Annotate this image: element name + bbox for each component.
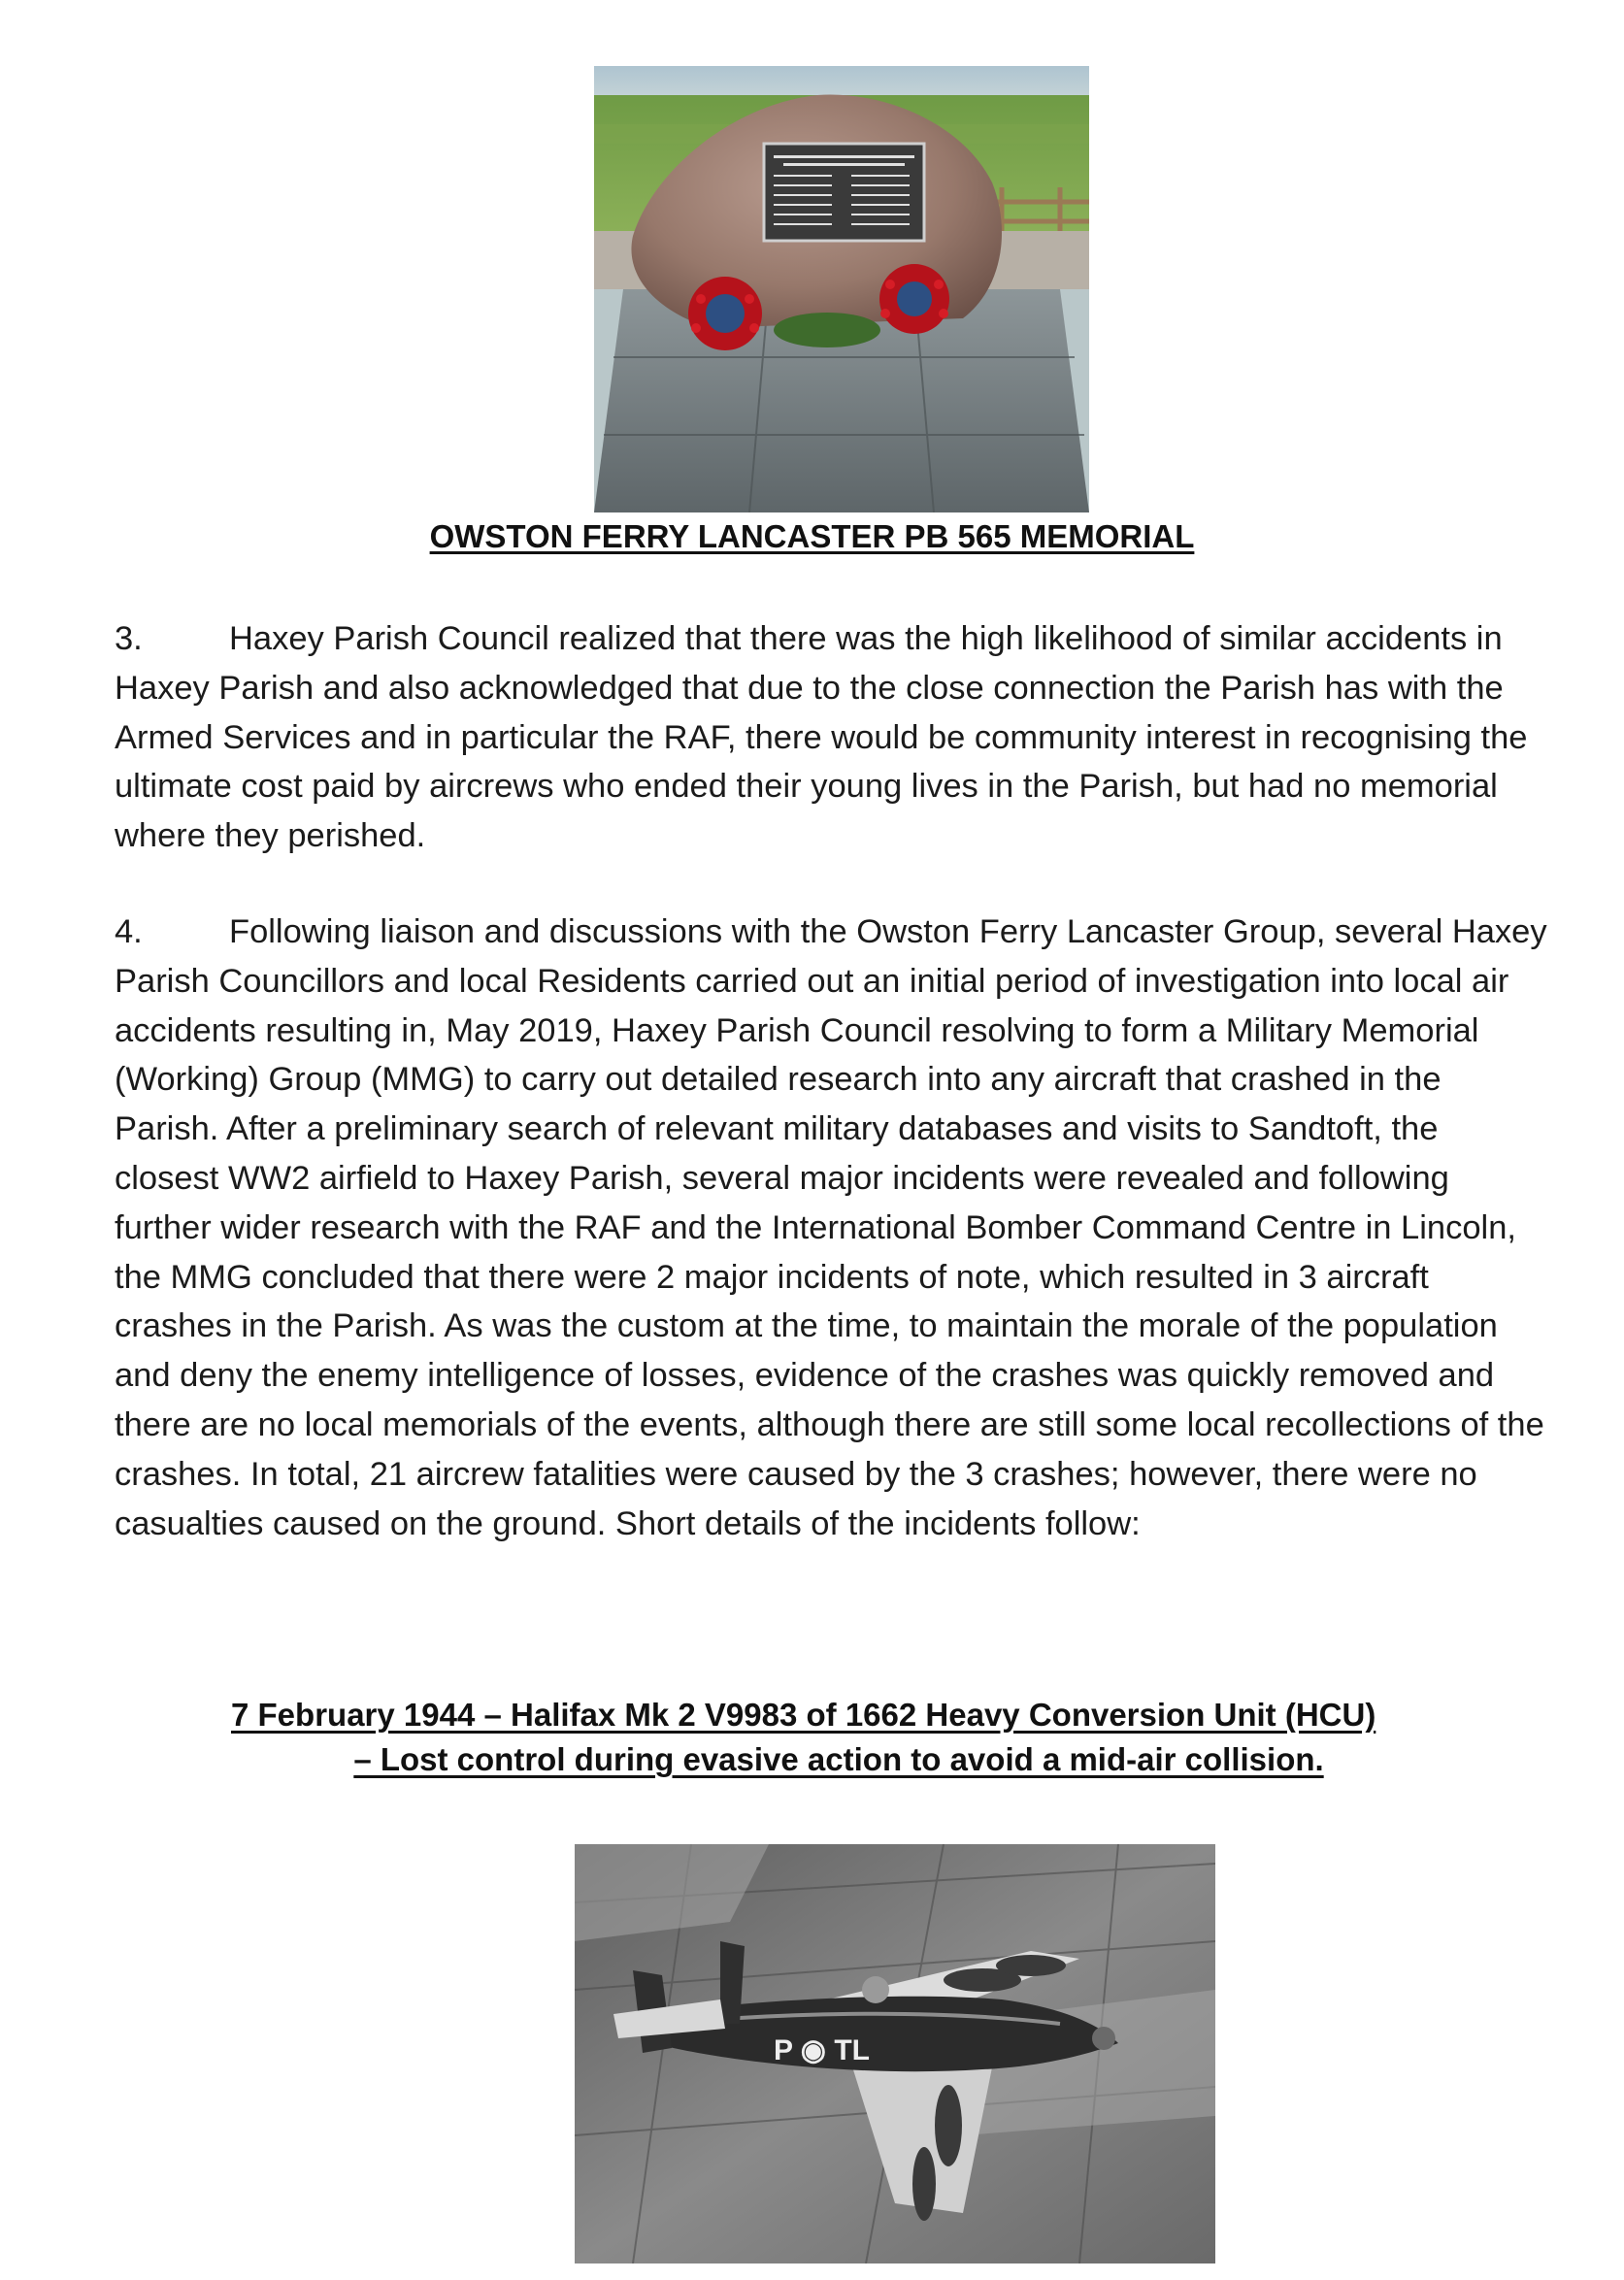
halifax-bomber-image bbox=[575, 1844, 1215, 2263]
memorial-caption: OWSTON FERRY LANCASTER PB 565 MEMORIAL bbox=[429, 518, 1195, 554]
paragraph-number: 3. bbox=[115, 620, 143, 657]
memorial-photo bbox=[594, 66, 1089, 512]
aircraft-photo bbox=[575, 1844, 1215, 2263]
memorial-stone-image bbox=[594, 66, 1089, 512]
incident-heading-line-2: – Lost control during evasive action to avoid a mid-air collision. bbox=[353, 1741, 1324, 1777]
incident-heading-line-1: 7 February 1944 – Halifax Mk 2 V9983 of 1662 Heavy Conversion Unit (HCU) bbox=[231, 1697, 1376, 1733]
aircraft-markings: P ◉ TL bbox=[774, 2034, 870, 2066]
paragraph-text: Haxey Parish Council realized that there was the high likelihood of similar accidents in Haxey Parish and also acknowledged that due to the close connection the Parish has with the Armed Services and in particular the RAF, there would be community interest in recognising the ultimate cost paid by aircrews who ended their young lives in the Parish, but had no memorial where they perished. bbox=[115, 620, 1528, 855]
paragraph-text: Following liaison and discussions with the Owston Ferry Lancaster Group, several Haxey Parish Councillors and local Residents carried out an initial period of investigation into local air accidents resulting in, May 2019, Haxey Parish Council resolving to form a Military Memorial (Working) Group (MMG) to carry out detailed research into any aircraft that crashed in the Parish. After a preliminary search of relevant military databases and visits to Sandtoft, the closest WW2 airfield to Haxey Parish, several major incidents were revealed and following further wider research with the RAF and the International Bomber Command Centre in Lincoln, the MMG concluded that there were 2 major incidents of note, which resulted in 3 aircraft crashes in the Parish. As was the custom at the time, to maintain the morale of the population and deny the enemy intelligence of losses, evidence of the crashes was quickly removed and there are no local memorials of the events, although there are still some local recollections of the crashes. In total, 21 aircrew fatalities were caused by the 3 crashes; however, there were no casualties caused on the ground. Short details of the incidents follow: bbox=[115, 913, 1547, 1542]
paragraph-number: 4. bbox=[115, 913, 143, 950]
paragraph-3 bbox=[115, 614, 1551, 861]
paragraph-4 bbox=[115, 908, 1551, 1548]
